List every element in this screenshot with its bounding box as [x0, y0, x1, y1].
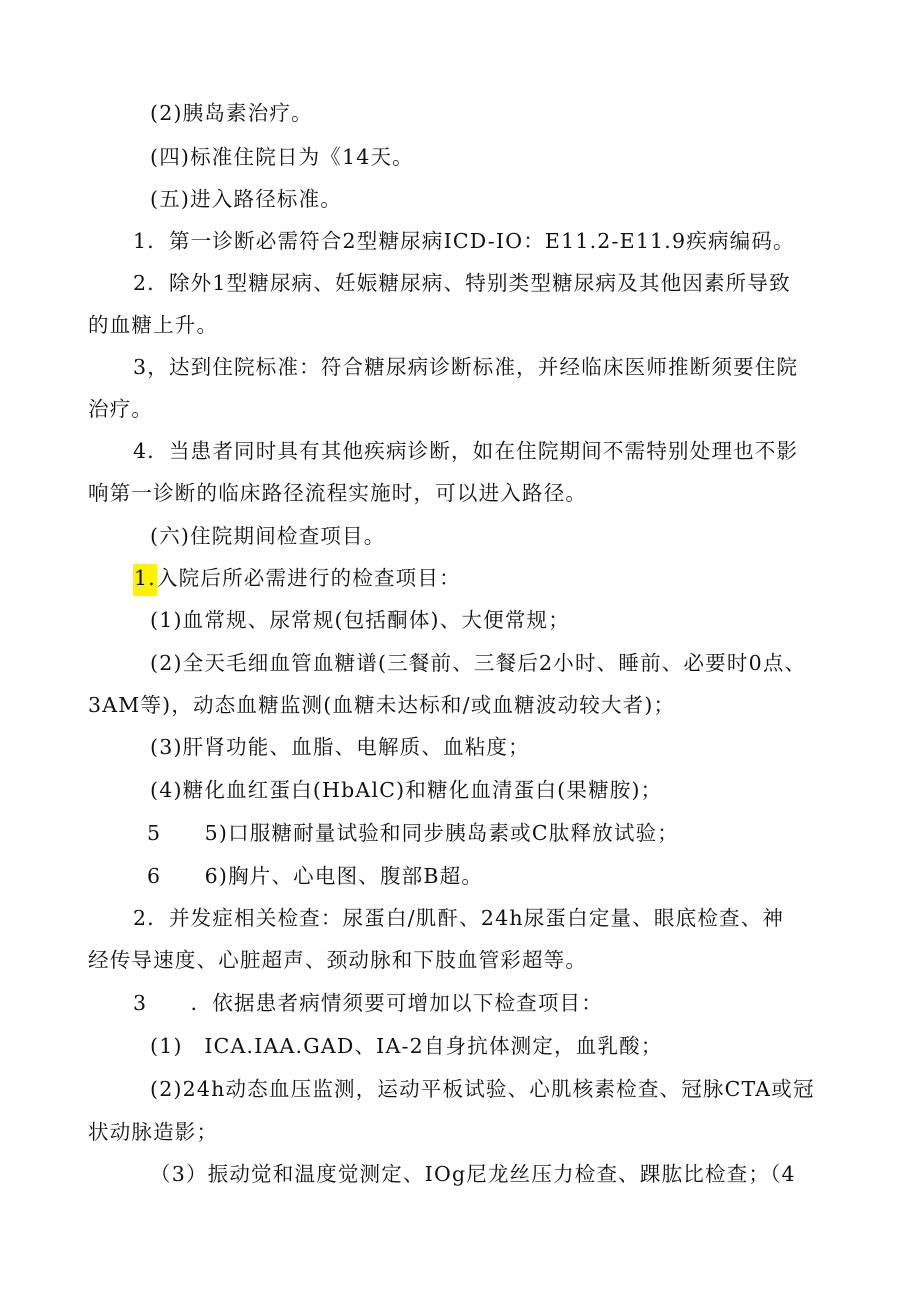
text-line: 3，达到住院标准：符合糖尿病诊断标准，并经临床医师推断须要住院 [133, 355, 799, 379]
text-line: (1) ICA.IAA.GAD、IA-2自身抗体测定，血乳酸； [150, 1034, 663, 1058]
highlight-mark: 1. [133, 564, 157, 596]
text-line: (2)24h动态血压监测，运动平板试验、心肌核素检查、冠脉CTA或冠 [150, 1077, 815, 1101]
text-line: 6 6)胸片、心电图、腹部B超。 [147, 864, 484, 888]
text-line: (四)标准住院日为《14天。 [150, 145, 414, 169]
text-line: (六)住院期间检查项目。 [150, 524, 386, 548]
text-line: 治疗。 [88, 397, 154, 421]
text-line: 的血糖上升。 [88, 313, 219, 337]
text-line-highlighted [133, 564, 461, 592]
text-line: (3)肝肾功能、血脂、电解质、血粘度； [150, 735, 530, 759]
text-line: 2．除外1型糖尿病、妊娠糖尿病、特别类型糖尿病及其他因素所导致 [133, 271, 791, 295]
text-line-rest: 入院后所必需进行的检查项目： [156, 566, 461, 590]
text-line: 3AM等)，动态血糖监测(血糖未达标和/或血糖波动较大者)； [88, 693, 676, 717]
text-line: (2)胰岛素治疗。 [150, 101, 313, 125]
text-line: 响第一诊断的临床路径流程实施时，可以进入路径。 [88, 481, 588, 505]
text-line: (4)糖化血红蛋白(HbAlC)和糖化血清蛋白(果糖胺)； [150, 778, 663, 802]
text-line: 2．并发症相关检查：尿蛋白/肌酐、24h尿蛋白定量、眼底检查、神 [133, 906, 785, 930]
text-line: 经传导速度、心脏超声、颈动脉和下肢血管彩超等。 [88, 948, 588, 972]
text-line: 5 5)口服糖耐量试验和同步胰岛素或C肽释放试验； [147, 821, 679, 845]
text-line: (五)进入路径标准。 [150, 187, 342, 211]
text-line: 4．当患者同时具有其他疾病诊断，如在住院期间不需特别处理也不影 [133, 439, 799, 463]
text-line: 状动脉造影； [88, 1120, 219, 1144]
text-line: (2)全天毛细血管血糖谱(三餐前、三餐后2小时、睡前、必要时0点、 [150, 651, 807, 675]
text-line: (1)血常规、尿常规(包括酮体)、大便常规； [150, 608, 570, 632]
text-line: （3）振动觉和温度觉测定、IOg尼龙丝压力检查、踝肱比检查；（4 [150, 1162, 796, 1186]
text-line: 3 ．依据患者病情须要可增加以下检查项目： [133, 991, 603, 1015]
text-line: 1．第一诊断必需符合2型糖尿病ICD-IO：E11.2-E11.9疾病编码。 [133, 229, 795, 253]
